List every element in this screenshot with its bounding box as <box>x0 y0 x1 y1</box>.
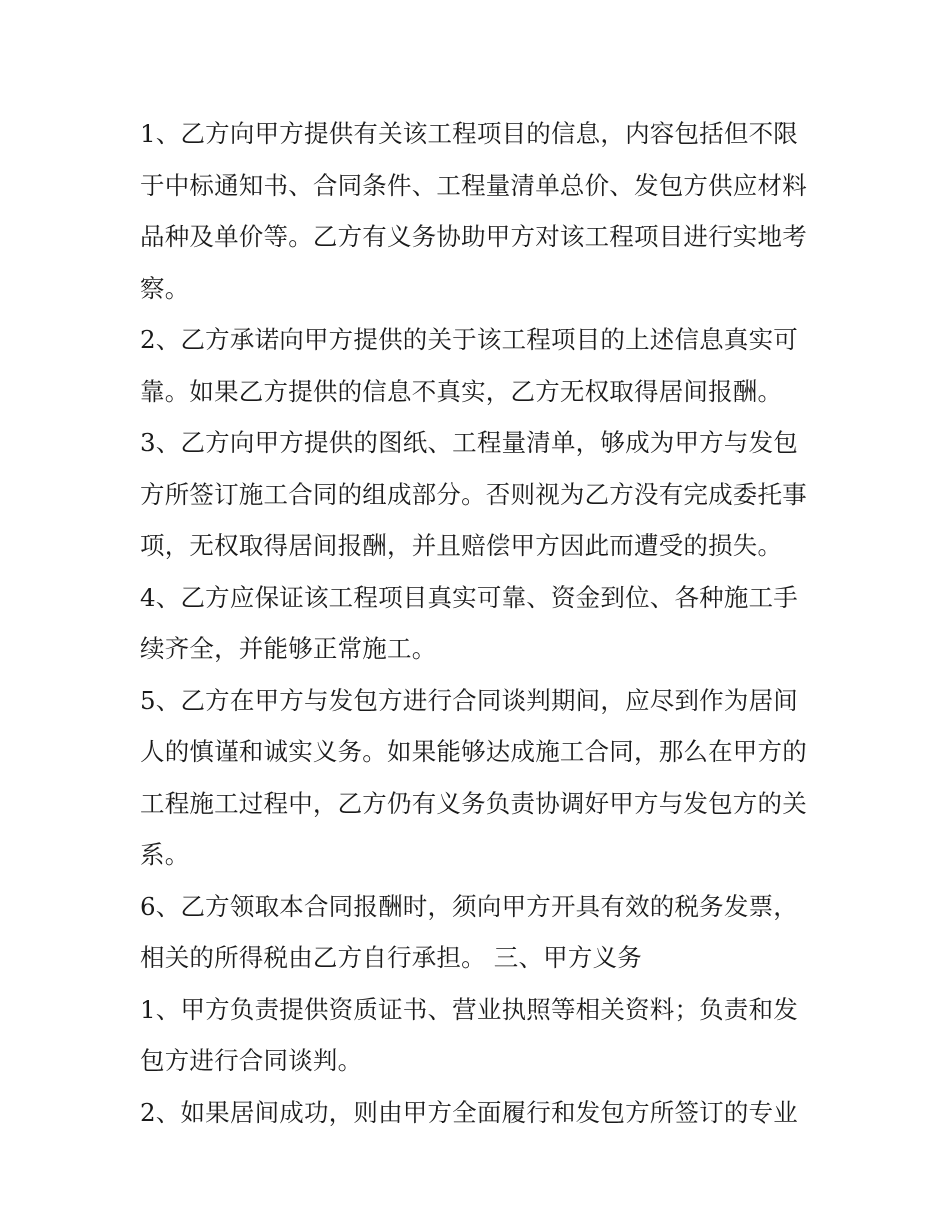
text-line: 4、乙方应保证该工程项目真实可靠、资金到位、各种施工手 <box>140 582 798 612</box>
text-line: 察。 <box>140 273 190 303</box>
text-line: 5、乙方在甲方与发包方进行合同谈判期间，应尽到作为居间 <box>140 685 798 715</box>
text-line: 品种及单价等。乙方有义务协助甲方对该工程项目进行实地考 <box>140 222 807 251</box>
text-line: 包方进行合同谈判。 <box>140 1046 363 1075</box>
text-line: 相关的所得税由乙方自行承担。 三、甲方义务 <box>140 943 642 972</box>
document-body <box>140 108 820 1138</box>
text-line: 方所签订施工合同的组成部分。否则视为乙方没有完成委托事 <box>140 479 807 509</box>
text-line: 于中标通知书、合同条件、工程量清单总价、发包方供应材料 <box>140 170 807 200</box>
text-line: 人的慎谨和诚实义务。如果能够达成施工合同，那么在甲方的 <box>140 737 807 766</box>
text-line: 靠。如果乙方提供的信息不真实，乙方无权取得居间报酬。 <box>140 376 783 406</box>
text-line: 1、甲方负责提供资质证书、营业执照等相关资料；负责和发 <box>140 994 798 1024</box>
text-line: 续齐全，并能够正常施工。 <box>140 634 437 663</box>
text-line: 2、乙方承诺向甲方提供的关于该工程项目的上述信息真实可 <box>140 325 798 354</box>
text-line: 2、如果居间成功，则由甲方全面履行和发包方所签订的专业 <box>140 1097 798 1127</box>
text-line: 工程施工过程中，乙方仍有义务负责协调好甲方与发包方的关 <box>140 788 807 818</box>
text-line: 6、乙方领取本合同报酬时，须向甲方开具有效的税务发票， <box>140 891 798 921</box>
text-line: 系。 <box>140 840 190 869</box>
text-line: 项，无权取得居间报酬，并且赔偿甲方因此而遭受的损失。 <box>140 531 783 560</box>
text-line: 3、乙方向甲方提供的图纸、工程量清单，够成为甲方与发包 <box>140 428 798 457</box>
text-line: 1、乙方向甲方提供有关该工程项目的信息，内容包括但不限 <box>140 119 798 148</box>
